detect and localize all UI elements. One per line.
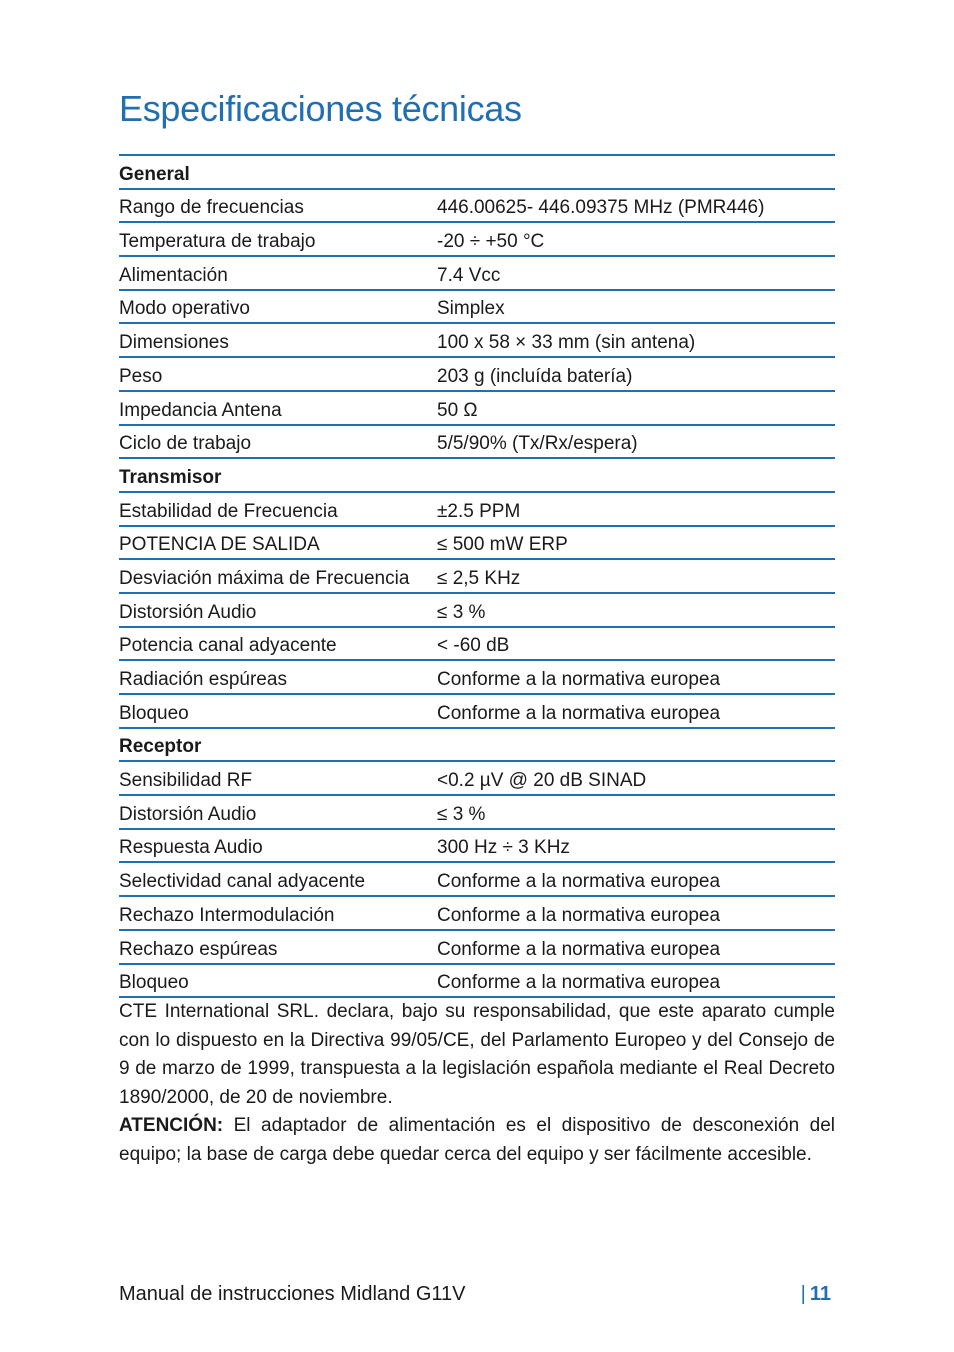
spec-label: Rechazo Intermodulación <box>119 904 335 926</box>
spec-label: Modo operativo <box>119 298 250 320</box>
spec-value: 446.00625- 446.09375 MHz (PMR446) <box>437 197 765 219</box>
spec-label: Distorsión Audio <box>119 601 257 623</box>
table-row <box>119 594 835 628</box>
spec-label: Impedancia Antena <box>119 399 282 421</box>
table-row <box>119 257 835 291</box>
table-row <box>119 863 835 897</box>
spec-label: Temperatura de trabajo <box>119 231 316 253</box>
warning-paragraph <box>119 1112 835 1169</box>
spec-label: Peso <box>119 365 163 387</box>
warning-label: ATENCIÓN: <box>119 1115 224 1137</box>
table-row <box>119 190 835 224</box>
spec-label: Sensibilidad RF <box>119 770 253 792</box>
table-row <box>119 796 835 830</box>
spec-value: -20 ÷ +50 °C <box>437 231 545 253</box>
spec-label: Ciclo de trabajo <box>119 433 252 455</box>
table-row <box>119 965 835 999</box>
spec-value: 5/5/90% (Tx/Rx/espera) <box>437 433 638 455</box>
spec-value: Conforme a la normativa europea <box>437 938 721 960</box>
table-row <box>119 560 835 594</box>
warning-text: El adaptador de alimentación es el dispositivo de desconexión del equipo; la base de carga debe quedar cerca del equipo y ser fácilmente accesible. <box>119 1115 835 1165</box>
declaration-paragraph: CTE International SRL. declara, bajo su responsabilidad, que este aparato cumple con lo dispuesto en la Directiva 99/05/CE, del Parlamento Europeo y del Consejo de 9 de marzo de 1999, transpuesta a la legislación española mediante el Real Decreto 1890/2000, de 20 de noviembre. <box>119 1001 835 1108</box>
spec-value: 203 g (incluída batería) <box>437 365 633 387</box>
table-row <box>119 897 835 931</box>
manual-title: Manual de instrucciones Midland G11V <box>119 1283 466 1305</box>
page-number-block <box>801 1283 831 1306</box>
section-heading: Transmisor <box>119 466 222 488</box>
spec-value: <0.2 µV @ 20 dB SINAD <box>437 770 647 792</box>
spec-value: ±2.5 PPM <box>437 500 521 522</box>
table-row <box>119 426 835 460</box>
table-row <box>119 358 835 392</box>
spec-label: Bloqueo <box>119 702 189 724</box>
spec-value: 50 Ω <box>437 399 478 421</box>
section-heading-general <box>119 156 835 190</box>
spec-label: Desviación máxima de Frecuencia <box>119 567 410 589</box>
spec-label: Alimentación <box>119 264 228 286</box>
page-separator: | <box>800 1283 806 1305</box>
spec-label: Distorsión Audio <box>119 803 257 825</box>
table-row <box>119 324 835 358</box>
spec-value: < -60 dB <box>437 635 510 657</box>
page-number: 11 <box>809 1283 831 1305</box>
table-row <box>119 223 835 257</box>
section-heading: General <box>119 163 190 185</box>
table-row <box>119 762 835 796</box>
spec-value: Conforme a la normativa europea <box>437 972 721 994</box>
table-row <box>119 695 835 729</box>
spec-value: Simplex <box>437 298 505 320</box>
table-row <box>119 493 835 527</box>
spec-label: Radiación espúreas <box>119 669 287 690</box>
spec-label: POTENCIA DE SALIDA <box>119 534 320 556</box>
table-row <box>119 527 835 561</box>
spec-label: Respuesta Audio <box>119 837 263 859</box>
notes-block <box>119 998 835 1170</box>
spec-value: Conforme a la normativa europea <box>437 702 721 724</box>
page-footer <box>119 1283 831 1306</box>
table-row <box>119 291 835 325</box>
spec-label: Potencia canal adyacente <box>119 635 337 657</box>
spec-value: ≤ 3 % <box>437 803 486 825</box>
spec-label: Rango de frecuencias <box>119 197 304 219</box>
spec-label: Rechazo espúreas <box>119 938 278 960</box>
spec-value: Conforme a la normativa europea <box>437 871 721 893</box>
spec-label: Estabilidad de Frecuencia <box>119 500 338 522</box>
table-row <box>119 628 835 662</box>
section-heading: Receptor <box>119 736 202 758</box>
spec-table <box>119 154 835 998</box>
spec-value: 100 x 58 × 33 mm (sin antena) <box>437 332 696 354</box>
table-row <box>119 661 835 695</box>
table-row <box>119 392 835 426</box>
table-row <box>119 830 835 864</box>
table-row <box>119 931 835 965</box>
spec-value: Conforme a la normativa europea <box>437 904 721 926</box>
spec-label: Selectividad canal adyacente <box>119 871 366 893</box>
section-heading-receptor <box>119 729 835 763</box>
spec-value: 7.4 Vcc <box>437 264 501 286</box>
section-heading-transmisor <box>119 459 835 493</box>
spec-value: ≤ 3 % <box>437 601 486 623</box>
spec-value: ≤ 2,5 KHz <box>437 567 521 589</box>
spec-label: Bloqueo <box>119 972 189 994</box>
page-title: Especificaciones técnicas <box>119 88 522 129</box>
spec-label: Dimensiones <box>119 332 229 354</box>
spec-value: 300 Hz ÷ 3 KHz <box>437 837 570 859</box>
spec-value: Conforme a la normativa europea <box>437 669 721 690</box>
spec-value: ≤ 500 mW ERP <box>437 534 568 556</box>
